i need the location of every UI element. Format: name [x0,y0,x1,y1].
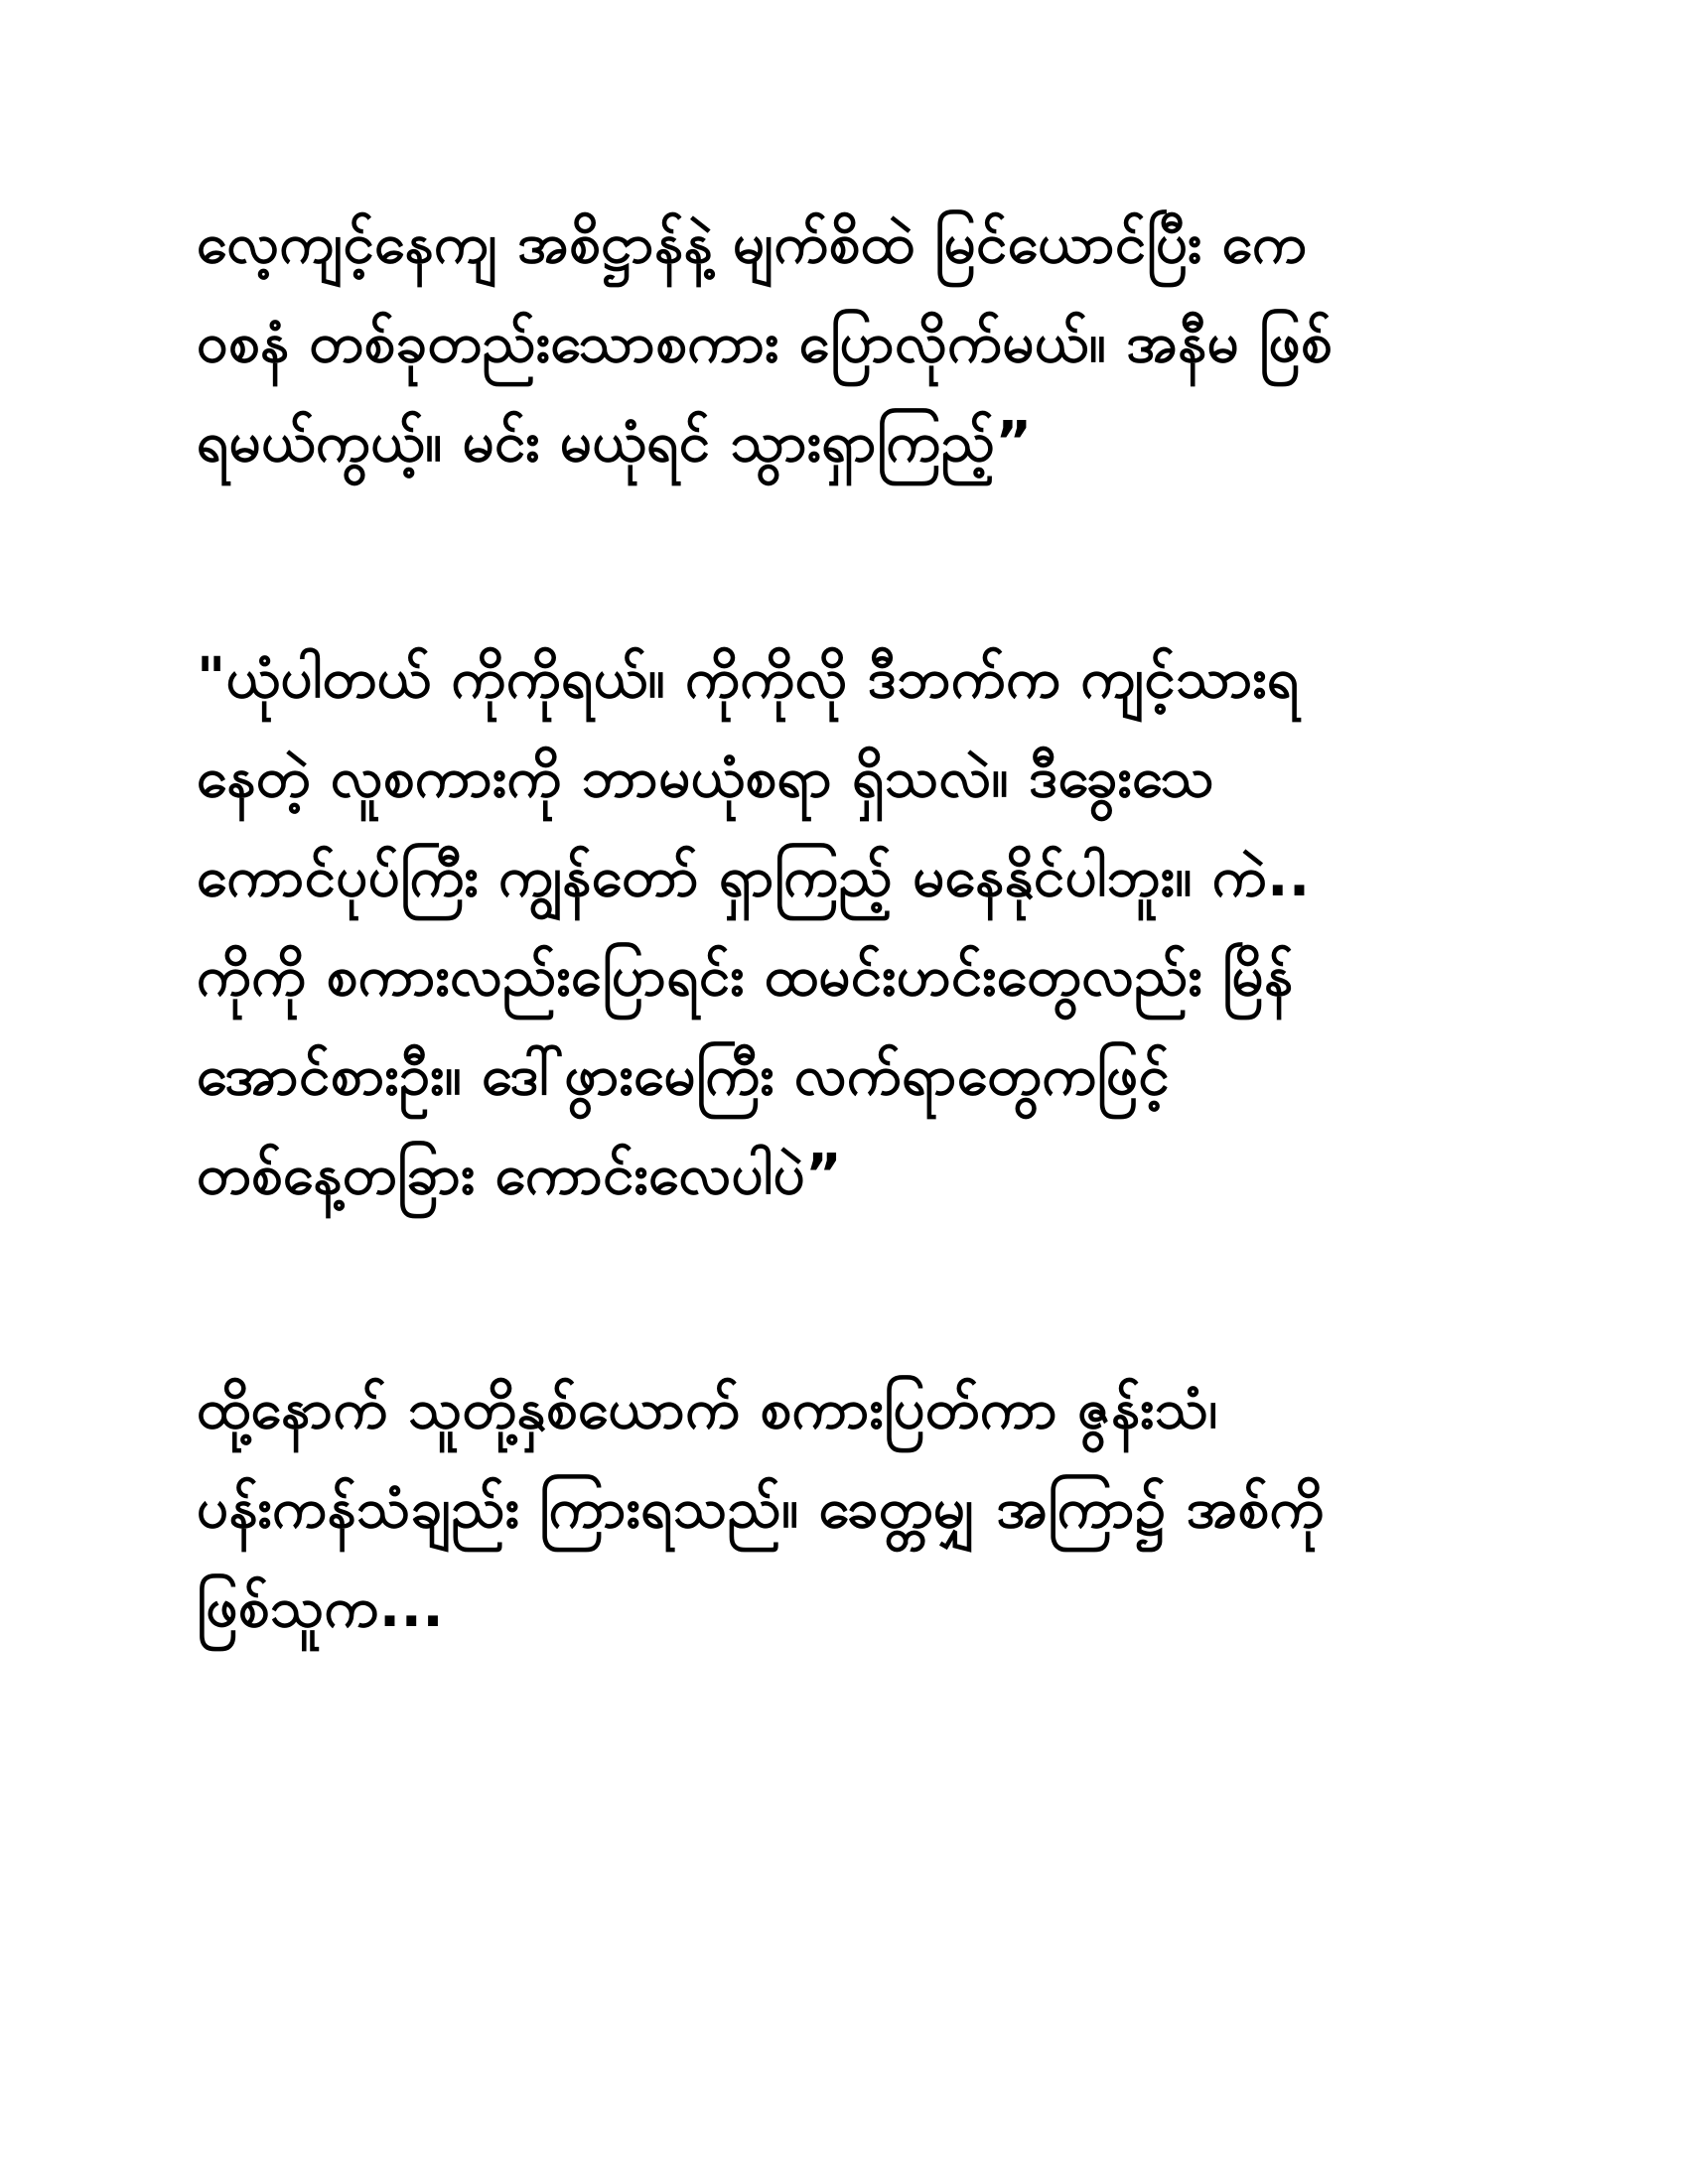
paragraph-line: နေတဲ့ လူစကားကို ဘာမယုံစရာ ရှိသလဲ။ ဒီခွေးသေ [197,746,1214,810]
paragraph-line: ဖြစ်သူက... [197,1575,445,1640]
paragraph-3 [197,1360,1507,1658]
paragraph-line: တစ်နေ့တခြား ကောင်းလေပါပဲ” [197,1143,843,1207]
paragraph-line: လေ့ကျင့်နေကျ အစိဋ္ဌာန်နဲ့ မျက်စိထဲ မြင်ယောင်ပြီး ကေ [197,211,1308,276]
paragraph-line: ရမယ်ကွယ့်။ မင်း မယုံရင် သွားရှာကြည့်” [197,410,1033,475]
paragraph-line: ပန်းကန်သံချည်း ကြားရသည်။ ခေတ္တမျှ အကြာ၌ အစ်ကို [197,1476,1325,1541]
paragraph-line: ကိုကို စကားလည်းပြောရင်း ထမင်းဟင်းတွေလည်း မြိန် [197,944,1294,1009]
paragraph-2 [197,629,1507,1225]
paragraph-line: ထို့နောက် သူတို့နှစ်ယောက် စကားပြတ်ကာ ဇွန်းသံ၊ [197,1377,1218,1441]
paragraph-line: "ယုံပါတယ် ကိုကိုရယ်။ ကိုကိုလို ဒီဘက်က ကျင့်သားရ [197,646,1300,711]
paragraph-line: အောင်စားဦး။ ဒေါ်ဖွားမေကြီး လက်ရာတွေကဖြင့် [197,1043,1171,1108]
paragraph-1 [197,195,1507,492]
paragraph-line: ဝစနံ တစ်ခုတည်းသောစကား ပြောလိုက်မယ်။ အနီမ ဖြစ် [197,311,1333,375]
paragraph-line: ကောင်ပုပ်ကြီး ကျွန်တော် ရှာကြည့် မနေနိုင်ပါဘူး။ ကဲ.. [197,845,1311,909]
